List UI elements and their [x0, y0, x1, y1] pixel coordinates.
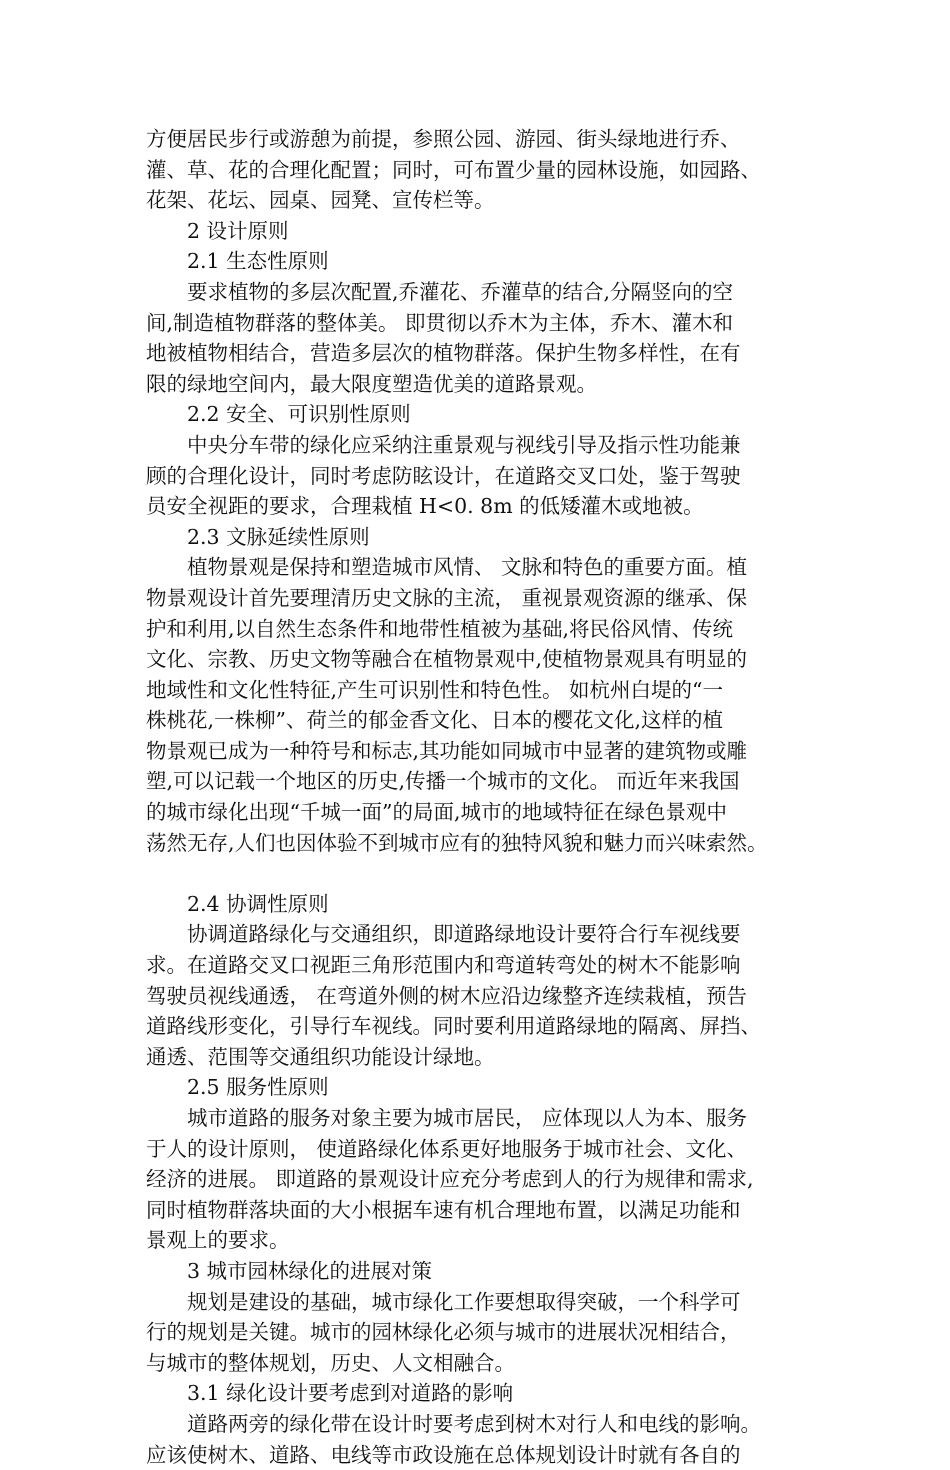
document-body: [146, 124, 826, 1470]
subsection-heading: 2.1 生态性原则: [187, 249, 329, 274]
text-line: 方便居民步行或游憩为前提，参照公园、游园、街头绿地进行乔、: [146, 127, 741, 151]
text-line: 地被植物相结合，营造多层次的植物群落。保护生物多样性，在有: [146, 341, 741, 366]
text-line: 限的绿地空间内，最大限度塑造优美的道路景观。: [146, 371, 597, 396]
section-heading: 2 设计原则: [187, 218, 289, 243]
subsection-heading: 2.5 服务性原则: [187, 1075, 329, 1100]
text-line: 行的规划是关键。城市的园林绿化必须与城市的进展状况相结合，: [146, 1320, 741, 1345]
paragraph-first-line: 要求植物的多层次配置,乔灌花、乔灌草的结合,分隔竖向的空: [187, 279, 734, 304]
text-line: 通透、范围等交通组织功能设计绿地。: [146, 1044, 495, 1069]
subsection-heading: 2.4 协调性原则: [187, 891, 329, 916]
text-line: 灌、草、花的合理化配置；同时，可布置少量的园林设施，如园路、: [146, 157, 761, 182]
paragraph-first-line: 协调道路绿化与交通组织，即道路绿地设计要符合行车视线要: [187, 922, 741, 947]
text-line: 应该使树木、道路、电线等市政设施在总体规划设计时就有各自的: [146, 1442, 741, 1467]
text-line: 求。在道路交叉口视距三角形范围内和弯道转弯处的树木不能影响: [146, 953, 741, 978]
text-line: 驾驶员视线通透， 在弯道外侧的树木应沿边缘整齐连续栽植，预告: [146, 983, 748, 1008]
text-line: 员安全视距的要求，合理栽植 H<0. 8m 的低矮灌木或地被。: [146, 494, 704, 519]
text-line: 物景观已成为一种符号和标志,其功能如同城市中显著的建筑物或雕: [146, 738, 748, 763]
text-line: 塑,可以记载一个地区的历史,传播一个城市的文化。 而近年来我国: [146, 769, 740, 794]
text-line: 花架、花坛、园桌、园凳、宣传栏等。: [146, 188, 495, 213]
text-line: 景观上的要求。: [146, 1228, 290, 1253]
text-line: 与城市的整体规划，历史、人文相融合。: [146, 1350, 515, 1375]
subsection-heading: 3.1 绿化设计要考虑到对道路的影响: [187, 1381, 514, 1406]
paragraph-first-line: 中央分车带的绿化应采纳注重景观与视线引导及指示性功能兼: [187, 432, 741, 457]
subsection-heading: 2.3 文脉延续性原则: [187, 524, 370, 549]
text-line: 顾的合理化设计，同时考虑防眩设计，在道路交叉口处，鉴于驾驶: [146, 463, 741, 488]
paragraph-first-line: 植物景观是保持和塑造城市风情、 文脉和特色的重要方面。植: [187, 555, 748, 580]
subsection-heading: 2.2 安全、可识别性原则: [187, 402, 411, 427]
text-line: 株桃花,一株柳”、荷兰的郁金香文化、日本的樱花文化,这样的植: [146, 708, 724, 733]
text-line: 间,制造植物群落的整体美。 即贯彻以乔木为主体，乔木、灌木和: [146, 310, 734, 335]
section-heading: 3 城市园林绿化的进展对策: [187, 1258, 433, 1283]
blank-line: [146, 858, 826, 889]
paragraph-first-line: 道路两旁的绿化带在设计时要考虑到树木对行人和电线的影响。: [187, 1411, 761, 1436]
text-line: 的城市绿化出现“千城一面”的局面,城市的地域特征在绿色景观中: [146, 800, 727, 825]
text-line: 于人的设计原则， 使道路绿化体系更好地服务于城市社会、文化、: [146, 1136, 748, 1161]
paragraph-first-line: 城市道路的服务对象主要为城市居民， 应体现以人为本、服务: [187, 1106, 748, 1130]
paragraph-first-line: 规划是建设的基础，城市绿化工作要想取得突破，一个科学可: [187, 1289, 741, 1314]
text-line: 同时植物群落块面的大小根据车速有机合理地布置，以满足功能和: [146, 1197, 741, 1222]
text-line: 地域性和文化性特征,产生可识别性和特色性。 如杭州白堤的“一: [146, 677, 724, 702]
text-line: 经济的进展。 即道路的景观设计应充分考虑到人的行为规律和需求,: [146, 1167, 754, 1192]
text-line: 物景观设计首先要理清历史文脉的主流， 重视景观资源的继承、保: [146, 585, 748, 610]
text-line: 荡然无存,人们也因体验不到城市应有的独特风貌和魅力而兴味索然。: [146, 830, 768, 855]
text-line: 文化、宗教、历史文物等融合在植物景观中,使植物景观具有明显的: [146, 647, 748, 672]
text-line: 护和利用,以自然生态条件和地带性植被为基础,将民俗风情、传统: [146, 616, 734, 641]
text-line: 道路线形变化，引导行车视线。同时要利用道路绿地的隔离、屏挡、: [146, 1014, 761, 1039]
